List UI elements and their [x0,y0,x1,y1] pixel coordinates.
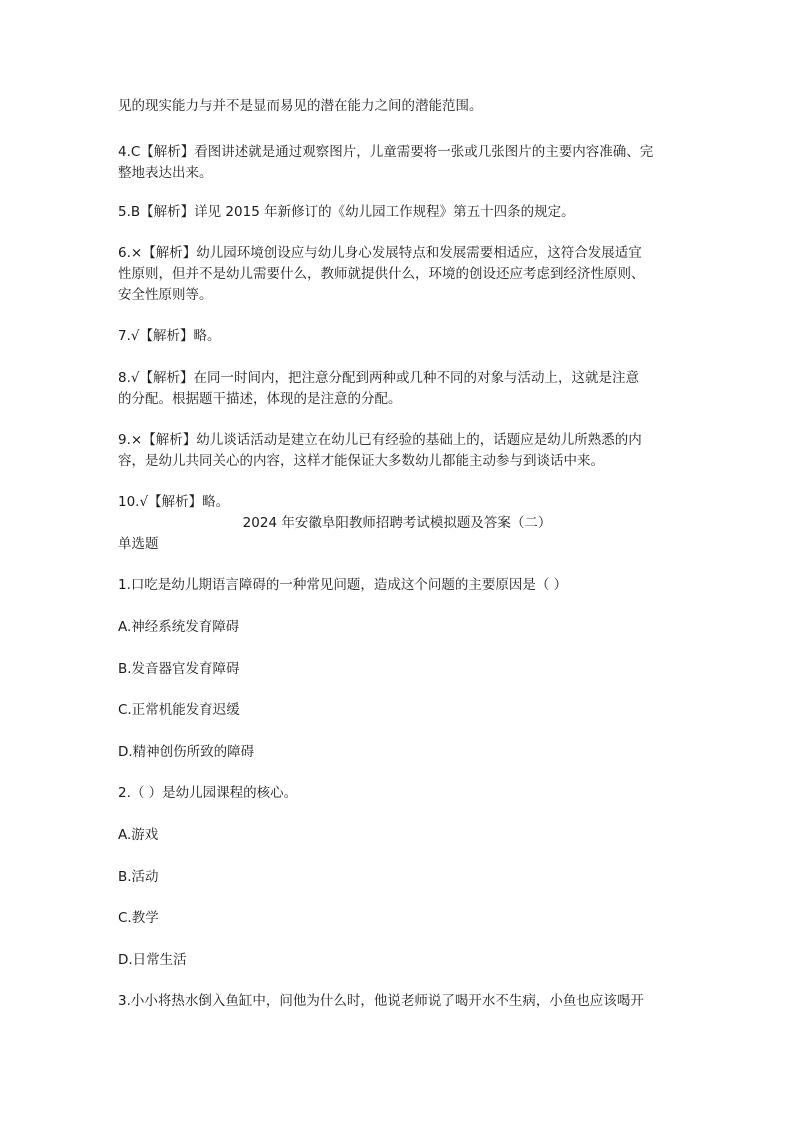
question-2-option-d: D.日常生活 [118,952,187,968]
answer-8-line-1: 8.√【解析】在同一时间内，把注意分配到两种或几种不同的对象与活动上，这就是注意 [118,370,639,386]
question-1-option-a: A.神经系统发育障碍 [118,619,240,635]
answer-6-line-3: 安全性原则等。 [118,287,213,303]
answer-5-line-1: 5.B【解析】详见 2015 年新修订的《幼儿园工作规程》第五十四条的规定。 [118,204,575,220]
text-line: 见的现实能力与并不是显而易见的潜在能力之间的潜能范围。 [118,98,483,114]
answer-9-line-1: 9.×【解析】幼儿谈话活动是建立在幼儿已有经验的基础上的，话题应是幼儿所熟悉的内 [118,432,642,448]
answer-6-line-1: 6.×【解析】幼儿园环境创设应与幼儿身心发展特点和发展需要相适应，这符合发展适宜 [118,245,642,261]
answer-10-line-1: 10.√【解析】略。 [118,494,230,510]
answer-9-line-2: 容，是幼儿共同关心的内容，这样才能保证大多数幼儿都能主动参与到谈话中来。 [118,453,604,469]
question-2-option-a: A.游戏 [118,827,159,843]
question-1-option-b: B.发音器官发育障碍 [118,661,240,677]
section-type: 单选题 [118,536,159,552]
answer-8-line-2: 的分配。根据题干描述，体现的是注意的分配。 [118,391,402,407]
answer-7-line-1: 7.√【解析】略。 [118,328,221,344]
question-1-stem: 1.口吃是幼儿期语言障碍的一种常见问题，造成这个问题的主要原因是（ ） [118,577,568,593]
answer-4-line-1: 4.C【解析】看图讲述就是通过观察图片，儿童需要将一张或几张图片的主要内容准确、完 [118,144,654,160]
answer-6-line-2: 性原则，但并不是幼儿需要什么，教师就提供什么，环境的创设还应考虑到经济性原则、 [118,266,645,282]
question-2-stem: 2.（ ）是幼儿园课程的核心。 [118,785,298,801]
question-3-stem: 3.小小将热水倒入鱼缸中，问他为什么时，他说老师说了喝开水不生病，小鱼也应该喝开 [118,993,644,1009]
question-2-option-c: C.教学 [118,910,159,926]
question-1-option-c: C.正常机能发育迟缓 [118,702,240,718]
answer-4-line-2: 整地表达出来。 [118,165,213,181]
section-title: 2024 年安徽阜阳教师招聘考试模拟题及答案（二） [242,515,552,531]
question-2-option-b: B.活动 [118,869,159,885]
question-1-option-d: D.精神创伤所致的障碍 [118,744,255,760]
